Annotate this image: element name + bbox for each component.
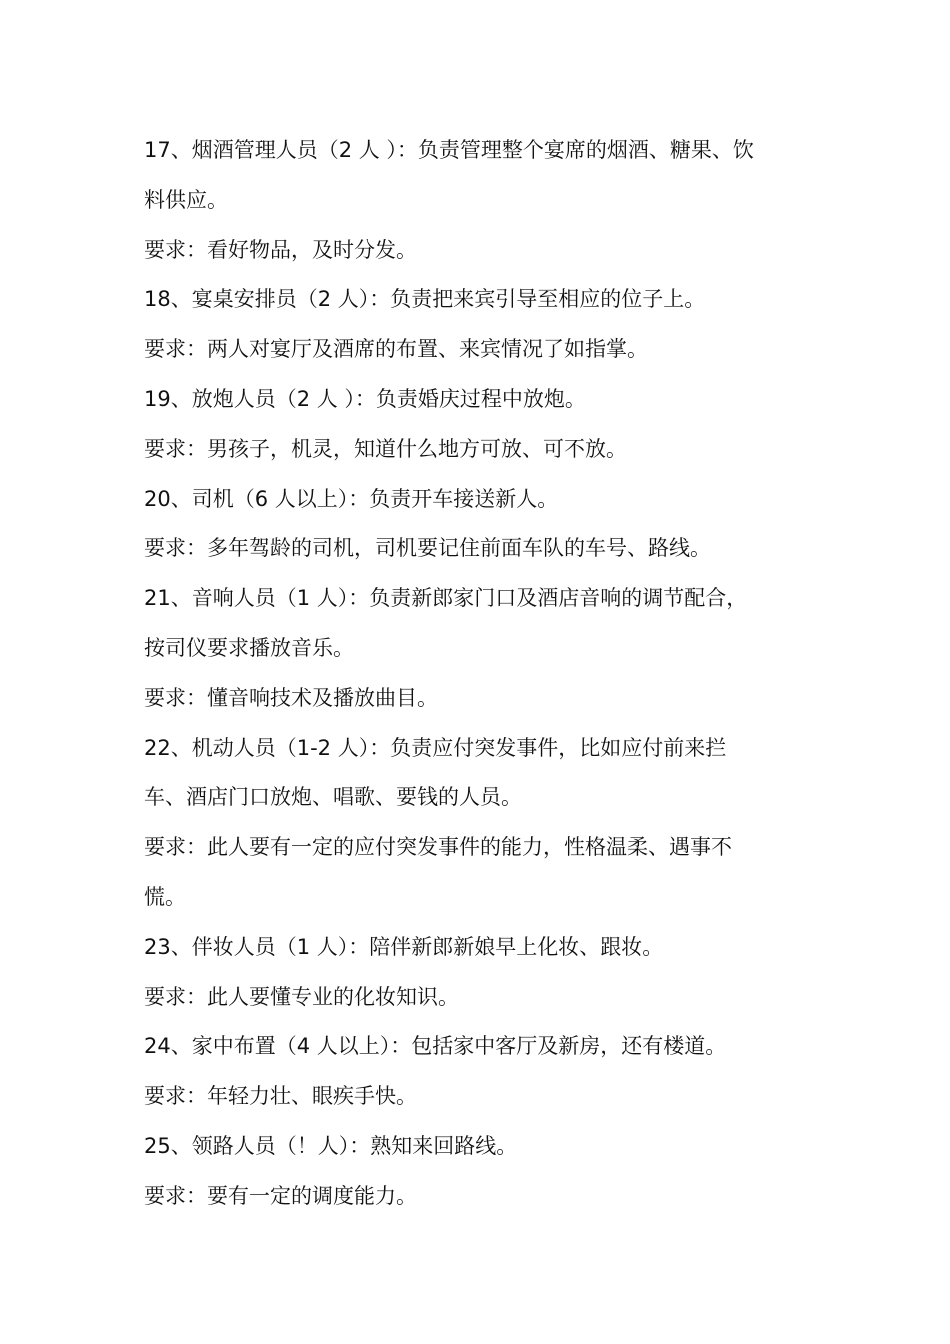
text-line: 按司仪要求播放音乐。 <box>144 635 354 660</box>
text-line: 要求：看好物品，及时分发。 <box>144 237 417 262</box>
text-line: 要求：男孩子，机灵，知道什么地方可放、可不放。 <box>144 436 627 461</box>
document-body <box>144 126 804 1222</box>
text-line: 要求：此人要有一定的应付突发事件的能力，性格温柔、遇事不 <box>144 835 732 860</box>
text-line: 要求：两人对宴厅及酒席的布置、来宾情况了如指掌。 <box>144 337 648 362</box>
text-line: 料供应。 <box>144 187 228 212</box>
text-line: 要求：多年驾龄的司机，司机要记住前面车队的车号、路线。 <box>144 536 711 561</box>
text-line: 25、领路人员（！人）：熟知来回路线。 <box>144 1133 518 1158</box>
text-line: 24、家中布置（4 人以上）：包括家中客厅及新房，还有楼道。 <box>144 1034 727 1059</box>
text-line: 慌。 <box>144 884 186 909</box>
text-line: 要求：此人要懂专业的化妆知识。 <box>144 984 459 1009</box>
text-line: 要求：懂音响技术及播放曲目。 <box>144 685 438 710</box>
text-line: 20、司机（6 人以上）：负责开车接送新人。 <box>144 486 559 511</box>
text-line: 19、放炮人员（2 人 ）：负责婚庆过程中放炮。 <box>144 386 586 411</box>
text-line: 21、音响人员（1 人）：负责新郎家门口及酒店音响的调节配合， <box>144 586 748 611</box>
text-line: 23、伴妆人员（1 人）：陪伴新郎新娘早上化妆、跟妆。 <box>144 934 664 959</box>
text-line: 18、宴桌安排员（2 人）：负责把来宾引导至相应的位子上。 <box>144 287 706 312</box>
text-line: 17、烟酒管理人员（2 人 ）：负责管理整个宴席的烟酒、糖果、饮 <box>144 138 754 162</box>
text-line: 要求：年轻力壮、眼疾手快。 <box>144 1084 417 1109</box>
text-line: 车、酒店门口放炮、唱歌、要钱的人员。 <box>144 785 522 810</box>
text-line: 22、机动人员（1-2 人）：负责应付突发事件，比如应付前来拦 <box>144 735 727 760</box>
text-line: 要求：要有一定的调度能力。 <box>144 1183 417 1208</box>
